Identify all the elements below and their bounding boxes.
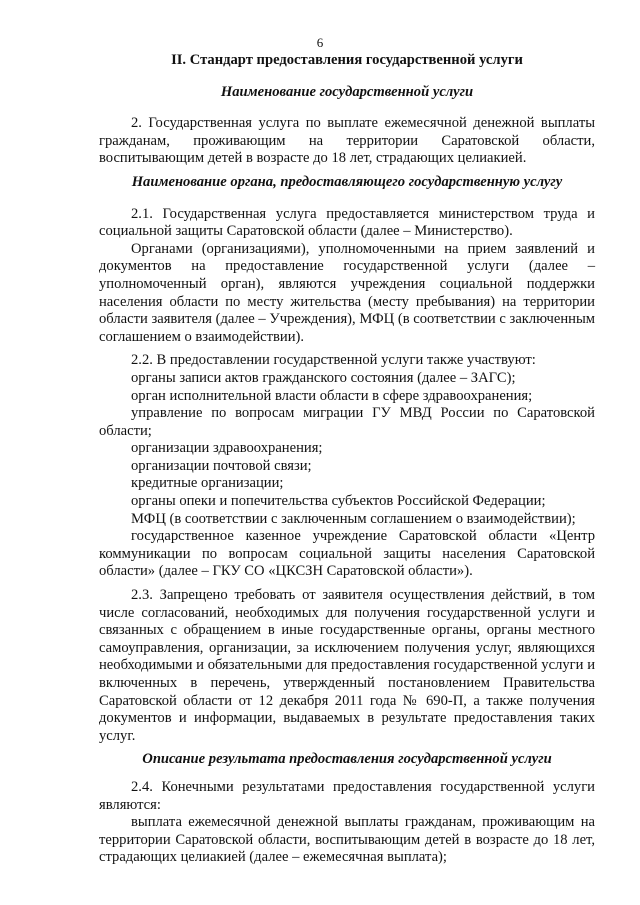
paragraph-2-4-b: выплата ежемесячной денежной выплаты гражданам, проживающим на территории Саратовской области, воспитывающим детей в возрасте до 18 лет, страдающих целиакией (далее – ежемесячная выплата); [99,814,595,866]
paragraph-2-1: 2.1. Государственная услуга предоставляется министерством труда и социальной защиты Саратовской области (далее – Министерство). [99,205,595,240]
subheading-service-name: Наименование государственной услуги [220,83,474,100]
subheading-authority: Наименование органа, предоставляющего государственную услугу [131,173,563,190]
list-item: кредитные организации; [131,475,284,492]
section-title: II. Стандарт предоставления государственной услуги [171,52,523,68]
participants-list [99,370,595,581]
list-item: организации здравоохранения; [131,440,323,457]
paragraph-2: 2. Государственная услуга по выплате ежемесячной денежной выплаты гражданам, проживающим на территории Саратовской области, воспитывающим детей в возрасте до 18 лет, страдающих целиакией. [99,115,595,167]
list-item: орган исполнительной власти области в сфере здравоохранения; [131,387,533,404]
list-item: управление по вопросам миграции ГУ МВД России по Саратовской области; [99,405,595,439]
paragraph-2-1-b: Органами (организациями), уполномоченными на прием заявлений и документов на предоставление государственной услуги (далее – уполномоченный орган), являются учреждения социальной поддержки населения области по месту жительства (месту пребывания) на территории области заявителя (далее – Учреждения), МФЦ (в соответствии с заключенным соглашением о взаимодействии). [99,240,595,345]
page-number: 6 [316,35,324,50]
list-item: МФЦ (в соответствии с заключенным соглашением о взаимодействии); [131,510,576,527]
list-item: государственное казенное учреждение Саратовской области «Центр коммуникации по вопросам социальной защиты населения Саратовской области» (далее – ГКУ СО «ЦКСЗН Саратовской области»). [99,528,595,580]
list-item: организации почтовой связи; [131,457,312,474]
list-item: органы опеки и попечительства субъектов Российской Федерации; [131,493,546,510]
page-content [99,52,595,867]
paragraph-2-2: 2.2. В предоставлении государственной услуги также участвуют: [131,352,536,369]
list-item: органы записи актов гражданского состояния (далее – ЗАГС); [131,369,516,386]
subheading-result: Описание результата предоставления государственной услуги [142,751,552,768]
paragraph-2-3: 2.3. Запрещено требовать от заявителя осуществления действий, в том числе согласований, необходимых для получения государственной услуги и связанных с обращением в иные государственные органы, органы местного самоуправления, организации, за исключением получения услуг, являющихся необходимыми и обязательными для предоставления государственной услуги и включенных в перечень, утвержденный постановлением Правительства Саратовской области от 12 декабря 2011 года № 690-П, а также получения документов и информации, выдаваемых в результате предоставления таких услуг. [99,587,595,744]
paragraph-2-4: 2.4. Конечными результатами предоставления государственной услуги являются: [99,778,595,813]
